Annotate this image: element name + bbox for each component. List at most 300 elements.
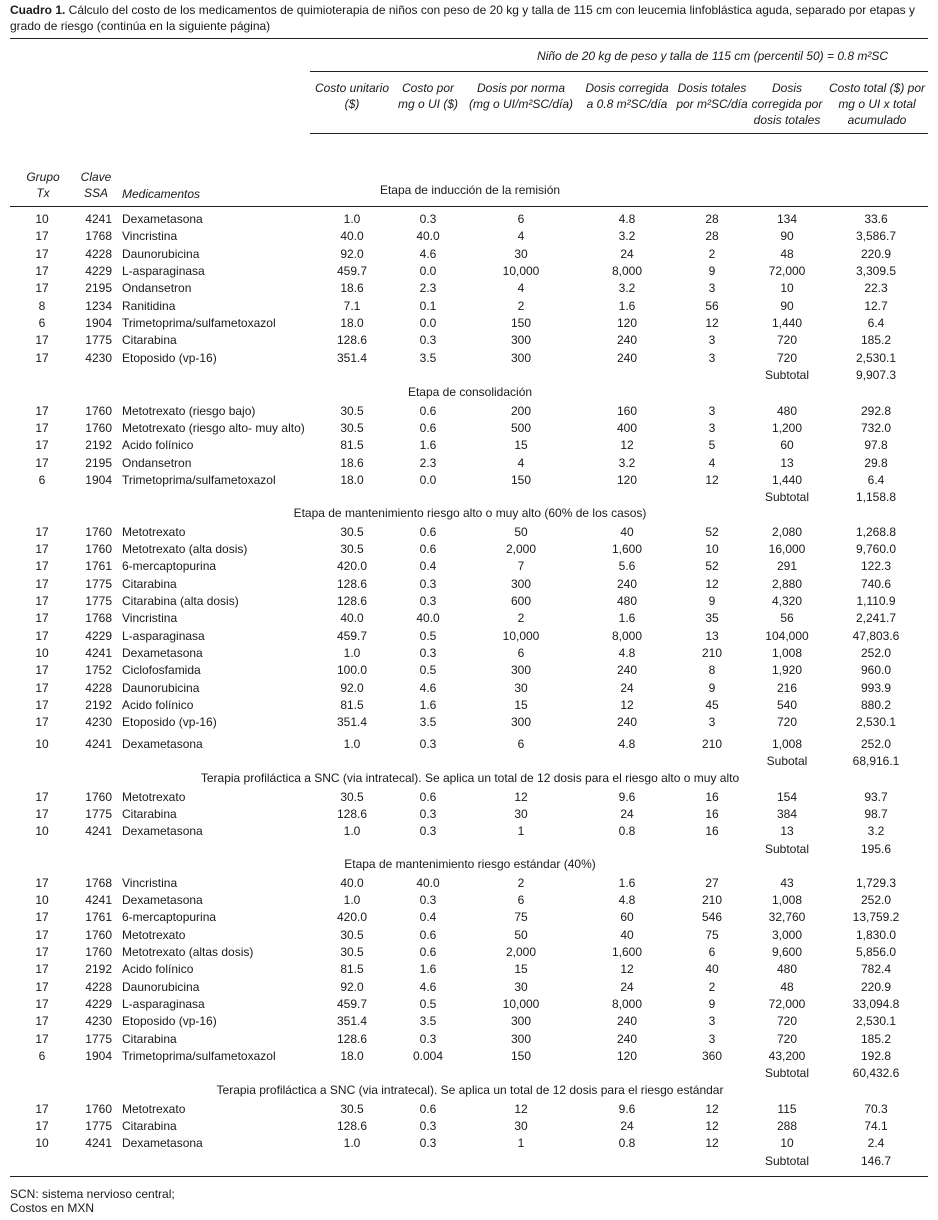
dosis-corr-total-cell: 480 [776, 962, 798, 977]
costo-total-cell: 47,803.6 [852, 628, 900, 643]
costo-mg-cell: 0.5 [419, 663, 437, 678]
medicamento-cell: Citarabina [122, 333, 177, 348]
costo-mg-cell: 0.3 [419, 576, 437, 591]
medicamento-cell: Citarabina (alta dosis) [122, 593, 239, 608]
grupo-cell: 17 [35, 420, 49, 435]
medicamento-cell: Dexametasona [122, 892, 203, 907]
dosis-corregida-cell: 40 [620, 524, 634, 539]
table-row [0, 1031, 938, 1048]
medicamento-cell: L-asparaginasa [122, 628, 205, 643]
header-line: Costo por [401, 81, 455, 95]
clave-cell: 2195 [85, 281, 112, 296]
dosis-norma-cell: 4 [517, 281, 525, 296]
subtotal-value: 146.7 [860, 1153, 892, 1168]
dosis-corr-total-cell: 1,920 [771, 663, 803, 678]
dosis-totales-cell: 12 [705, 1136, 719, 1151]
table-row [0, 1135, 938, 1152]
costo-unitario-cell: 351.4 [336, 715, 368, 730]
costo-unitario-cell: 1.0 [343, 824, 361, 839]
grupo-cell: 17 [35, 611, 49, 626]
clave-cell: 4229 [85, 996, 112, 1011]
section-title: Etapa de consolidación [407, 385, 533, 399]
dosis-corregida-cell: 4.8 [618, 736, 636, 751]
header-rule [310, 133, 928, 134]
header-line: Grupo [26, 170, 60, 184]
dosis-totales-cell: 56 [705, 298, 719, 313]
costo-mg-cell: 2.3 [419, 281, 437, 296]
dosis-corr-total-cell: 13 [780, 455, 794, 470]
costo-unitario-cell: 128.6 [336, 1118, 368, 1133]
dosis-norma-cell: 30 [514, 680, 528, 695]
table-row [0, 315, 938, 332]
costo-mg-cell: 0.3 [419, 736, 437, 751]
grupo-cell: 6 [38, 1049, 46, 1063]
dosis-corr-total-cell: 72,000 [768, 996, 806, 1011]
dosis-norma-cell: 1 [517, 824, 525, 839]
dosis-norma-cell: 10,000 [502, 996, 540, 1011]
medicamento-cell: Daunorubicina [122, 979, 200, 994]
grupo-cell: 17 [35, 1118, 49, 1133]
dosis-totales-cell: 45 [705, 698, 719, 712]
clave-cell: 4241 [85, 736, 112, 751]
footnote-currency: Costos en MXN [10, 1201, 95, 1215]
dosis-norma-cell: 300 [510, 715, 532, 730]
grupo-cell: 17 [35, 1014, 49, 1029]
clave-cell: 1760 [85, 420, 112, 435]
dosis-totales-cell: 3 [708, 1031, 716, 1046]
clave-cell: 4241 [85, 212, 112, 226]
header-line: mg o UI ($) [397, 97, 458, 111]
grupo-cell: 10 [35, 824, 49, 839]
dosis-corr-total-cell: 90 [780, 229, 794, 244]
dosis-corr-total-cell: 1,008 [771, 892, 803, 907]
subtotal-value: 195.6 [860, 841, 892, 856]
medicamento-cell: L-asparaginasa [122, 996, 205, 1011]
costo-unitario-cell: 18.6 [340, 455, 364, 470]
header-dosis-corr-total [748, 80, 826, 128]
dosis-totales-cell: 16 [705, 789, 719, 804]
table-row [0, 558, 938, 575]
table-row [0, 927, 938, 944]
dosis-norma-cell: 6 [517, 645, 525, 660]
costo-unitario-cell: 92.0 [340, 246, 364, 261]
dosis-totales-cell: 3 [708, 403, 716, 418]
dosis-norma-cell: 2,000 [505, 541, 537, 556]
dosis-corregida-cell: 4.8 [618, 212, 636, 226]
grupo-cell: 8 [38, 298, 46, 313]
header-line: por m²SC/día [676, 97, 748, 111]
table-row [0, 806, 938, 823]
dosis-corr-total-cell: 1,440 [771, 472, 803, 487]
dosis-norma-cell: 7 [517, 559, 525, 574]
medicamento-cell: Trimetoprima/sulfametoxazol [122, 1049, 276, 1063]
clave-cell: 1775 [85, 593, 112, 608]
dosis-totales-cell: 35 [705, 611, 719, 626]
costo-unitario-cell: 7.1 [343, 298, 361, 313]
medicamento-cell: Ondansetron [122, 281, 192, 296]
costo-total-cell: 9,760.0 [855, 541, 897, 556]
costo-unitario-cell: 81.5 [340, 438, 364, 453]
medicamento-cell: Metotrexato [122, 524, 186, 539]
costo-unitario-cell: 81.5 [340, 962, 364, 977]
footnote-scn: SCN: sistema nervioso central; [10, 1187, 175, 1201]
costo-total-cell: 6.4 [867, 316, 885, 331]
dosis-totales-cell: 3 [708, 333, 716, 348]
dosis-corregida-cell: 9.6 [618, 789, 636, 804]
clave-cell: 2192 [85, 962, 112, 977]
grupo-cell: 17 [35, 246, 49, 261]
dosis-corr-total-cell: 2,080 [771, 524, 803, 539]
table-row [0, 593, 938, 610]
clave-cell: 4241 [85, 1136, 112, 1151]
dosis-norma-cell: 2 [517, 875, 525, 890]
dosis-corregida-cell: 4.8 [618, 892, 636, 907]
dosis-corregida-cell: 120 [616, 472, 638, 487]
dosis-corr-total-cell: 154 [776, 789, 798, 804]
dosis-totales-cell: 9 [708, 996, 716, 1011]
costo-total-cell: 33.6 [864, 212, 888, 226]
header-line: dosis totales [753, 113, 821, 127]
costo-unitario-cell: 30.5 [340, 403, 364, 418]
table-row [0, 455, 938, 472]
header-line: Dosis por norma [476, 81, 566, 95]
costo-total-cell: 185.2 [860, 333, 892, 348]
table-row [0, 875, 938, 892]
costo-mg-cell: 40.0 [416, 875, 440, 890]
dosis-totales-cell: 210 [701, 736, 723, 751]
costo-mg-cell: 1.6 [419, 438, 437, 453]
dosis-corregida-cell: 240 [616, 333, 638, 348]
costo-mg-cell: 3.5 [419, 715, 437, 730]
header-dosis-norma [462, 80, 580, 112]
header-costo-unitario [310, 80, 394, 112]
costo-total-cell: 740.6 [860, 576, 892, 591]
dosis-corregida-cell: 0.8 [618, 824, 636, 839]
dosis-corr-total-cell: 72,000 [768, 264, 806, 279]
dosis-totales-cell: 12 [705, 576, 719, 591]
costo-unitario-cell: 459.7 [336, 996, 368, 1011]
dosis-corregida-cell: 60 [620, 910, 634, 925]
dosis-norma-cell: 150 [510, 316, 532, 331]
dosis-corregida-cell: 0.8 [618, 1136, 636, 1151]
clave-cell: 1775 [85, 1118, 112, 1133]
subtotal-label: Subotal [766, 754, 808, 769]
header-line: SSA [83, 186, 108, 200]
clave-cell: 4241 [85, 645, 112, 660]
header-grupo [22, 169, 64, 201]
medicamento-cell: Ranitidina [122, 298, 176, 313]
subtotal-row [0, 1065, 938, 1082]
dosis-corregida-cell: 5.6 [618, 559, 636, 574]
costo-mg-cell: 40.0 [416, 611, 440, 626]
costo-unitario-cell: 18.0 [340, 472, 364, 487]
medicamento-cell: Dexametasona [122, 645, 203, 660]
grupo-cell: 17 [35, 806, 49, 821]
dosis-corr-total-cell: 10 [780, 281, 794, 296]
dosis-norma-cell: 50 [514, 927, 528, 942]
dosis-corregida-cell: 8,000 [611, 264, 643, 279]
medicamento-cell: Metotrexato [122, 927, 186, 942]
costo-total-cell: 185.2 [860, 1031, 892, 1046]
costo-total-cell: 5,856.0 [855, 944, 897, 959]
table-row [0, 996, 938, 1013]
clave-cell: 1760 [85, 927, 112, 942]
costo-mg-cell: 0.3 [419, 1031, 437, 1046]
dosis-norma-cell: 30 [514, 806, 528, 821]
section-title: Etapa de inducción de la remisión [379, 183, 561, 197]
medicamento-cell: Metotrexato (alta dosis) [122, 541, 248, 556]
medicamento-cell: Ondansetron [122, 455, 192, 470]
grupo-cell: 17 [35, 264, 49, 279]
dosis-totales-cell: 8 [708, 663, 716, 678]
dosis-corregida-cell: 160 [616, 403, 638, 418]
dosis-corregida-cell: 12 [620, 698, 634, 712]
table-row [0, 1013, 938, 1030]
dosis-corregida-cell: 3.2 [618, 455, 636, 470]
table-row [0, 472, 938, 489]
caption-label: Cuadro 1. [10, 3, 66, 17]
dosis-corr-total-cell: 134 [776, 212, 798, 226]
grupo-cell: 17 [35, 541, 49, 556]
costo-mg-cell: 0.3 [419, 593, 437, 608]
costo-mg-cell: 0.6 [419, 789, 437, 804]
costo-unitario-cell: 128.6 [336, 806, 368, 821]
grupo-cell: 17 [35, 281, 49, 296]
clave-cell: 4230 [85, 350, 112, 365]
dosis-corr-total-cell: 56 [780, 611, 794, 626]
dosis-norma-cell: 200 [510, 403, 532, 418]
patient-subtitle: Niño de 20 kg de peso y talla de 115 cm (percentil 50) = 0.8 m²SC [537, 49, 888, 63]
dosis-corr-total-cell: 291 [776, 559, 798, 574]
dosis-corr-total-cell: 540 [776, 698, 798, 712]
dosis-totales-cell: 28 [705, 212, 719, 226]
grupo-cell: 17 [35, 333, 49, 348]
dosis-norma-cell: 300 [510, 333, 532, 348]
costo-mg-cell: 0.0 [419, 316, 437, 331]
dosis-corr-total-cell: 1,008 [771, 645, 803, 660]
section-title: Etapa de mantenimiento riesgo estándar (40%) [344, 857, 596, 871]
grupo-cell: 17 [35, 663, 49, 678]
header-medicamentos: Medicamentos [122, 187, 201, 201]
dosis-norma-cell: 30 [514, 1118, 528, 1133]
table-row [0, 228, 938, 245]
dosis-corr-total-cell: 48 [780, 246, 794, 261]
dosis-norma-cell: 30 [514, 979, 528, 994]
costo-total-cell: 3,309.5 [855, 264, 897, 279]
table-row [0, 628, 938, 645]
costo-unitario-cell: 30.5 [340, 927, 364, 942]
costo-mg-cell: 0.6 [419, 524, 437, 539]
medicamento-cell: Dexametasona [122, 212, 203, 226]
costo-total-cell: 2,241.7 [855, 611, 897, 626]
costo-unitario-cell: 420.0 [336, 559, 368, 574]
table-row [0, 246, 938, 263]
costo-mg-cell: 0.4 [419, 559, 437, 574]
costo-unitario-cell: 459.7 [336, 628, 368, 643]
clave-cell: 1760 [85, 1101, 112, 1116]
dosis-norma-cell: 30 [514, 246, 528, 261]
costo-total-cell: 70.3 [864, 1101, 888, 1116]
costo-unitario-cell: 30.5 [340, 524, 364, 539]
grupo-cell: 17 [35, 524, 49, 539]
costo-unitario-cell: 18.0 [340, 316, 364, 331]
header-line: corregida por [751, 97, 823, 111]
grupo-cell: 17 [35, 962, 49, 977]
costo-unitario-cell: 1.0 [343, 212, 361, 226]
costo-total-cell: 1,268.8 [855, 524, 897, 539]
clave-cell: 1752 [85, 663, 112, 678]
clave-cell: 1761 [85, 559, 112, 574]
grupo-cell: 17 [35, 350, 49, 365]
clave-cell: 1775 [85, 806, 112, 821]
dosis-corr-total-cell: 43,200 [768, 1049, 806, 1063]
body-rule [10, 206, 928, 207]
costo-total-cell: 29.8 [864, 455, 888, 470]
subtotal-value: 1,158.8 [855, 490, 897, 505]
medicamento-cell: Ciclofosfamida [122, 663, 201, 678]
table-row [0, 944, 938, 961]
clave-cell: 1760 [85, 403, 112, 418]
costo-mg-cell: 4.6 [419, 979, 437, 994]
dosis-totales-cell: 2 [708, 246, 716, 261]
dosis-norma-cell: 50 [514, 524, 528, 539]
costo-mg-cell: 0.3 [419, 645, 437, 660]
table-row [0, 714, 938, 731]
dosis-totales-cell: 3 [708, 715, 716, 730]
grupo-cell: 6 [38, 316, 46, 331]
clave-cell: 4229 [85, 264, 112, 279]
clave-cell: 1768 [85, 611, 112, 626]
clave-cell: 1760 [85, 541, 112, 556]
medicamento-cell: Trimetoprima/sulfametoxazol [122, 472, 276, 487]
grupo-cell: 17 [35, 789, 49, 804]
dosis-corregida-cell: 1.6 [618, 875, 636, 890]
costo-unitario-cell: 128.6 [336, 333, 368, 348]
dosis-corregida-cell: 8,000 [611, 996, 643, 1011]
dosis-totales-cell: 6 [708, 944, 716, 959]
dosis-norma-cell: 150 [510, 472, 532, 487]
dosis-norma-cell: 1 [517, 1136, 525, 1151]
dosis-totales-cell: 12 [705, 316, 719, 331]
table-row [0, 332, 938, 349]
medicamento-cell: 6-mercaptopurina [122, 910, 217, 925]
dosis-totales-cell: 27 [705, 875, 719, 890]
dosis-corregida-cell: 3.2 [618, 229, 636, 244]
grupo-cell: 10 [35, 1136, 49, 1151]
dosis-corr-total-cell: 3,000 [771, 927, 803, 942]
medicamento-cell: Metotrexato (riesgo bajo) [122, 403, 256, 418]
dosis-totales-cell: 12 [705, 1118, 719, 1133]
dosis-totales-cell: 360 [701, 1049, 723, 1063]
dosis-norma-cell: 12 [514, 1101, 528, 1116]
costo-unitario-cell: 420.0 [336, 910, 368, 925]
medicamento-cell: Metotrexato [122, 789, 186, 804]
costo-unitario-cell: 351.4 [336, 1014, 368, 1029]
dosis-totales-cell: 3 [708, 1014, 716, 1029]
dosis-totales-cell: 2 [708, 979, 716, 994]
subtitle-rule [310, 71, 928, 72]
dosis-corregida-cell: 120 [616, 316, 638, 331]
medicamento-cell: Vincristina [122, 229, 178, 244]
clave-cell: 4228 [85, 979, 112, 994]
header-costo-total [824, 80, 930, 128]
subtotal-label: Subtotal [764, 1066, 810, 1081]
medicamento-cell: Citarabina [122, 1118, 177, 1133]
grupo-cell: 17 [35, 996, 49, 1011]
dosis-corr-total-cell: 480 [776, 403, 798, 418]
costo-total-cell: 1,830.0 [855, 927, 897, 942]
dosis-totales-cell: 13 [705, 628, 719, 643]
costo-unitario-cell: 1.0 [343, 892, 361, 907]
dosis-corr-total-cell: 43 [780, 875, 794, 890]
dosis-totales-cell: 12 [705, 472, 719, 487]
dosis-corregida-cell: 1.6 [618, 298, 636, 313]
costo-unitario-cell: 81.5 [340, 698, 364, 712]
dosis-corr-total-cell: 1,008 [771, 736, 803, 751]
clave-cell: 1761 [85, 910, 112, 925]
costo-mg-cell: 0.5 [419, 996, 437, 1011]
dosis-corregida-cell: 1,600 [611, 541, 643, 556]
clave-cell: 1768 [85, 875, 112, 890]
header-line: (mg o UI/m²SC/día) [468, 97, 573, 111]
costo-unitario-cell: 40.0 [340, 875, 364, 890]
subtotal-label: Subtotal [764, 1153, 810, 1168]
medicamento-cell: Etoposido (vp-16) [122, 1014, 217, 1029]
grupo-cell: 17 [35, 628, 49, 643]
costo-mg-cell: 0.1 [419, 298, 437, 313]
medicamento-cell: L-asparaginasa [122, 264, 205, 279]
dosis-corr-total-cell: 288 [776, 1118, 798, 1133]
costo-mg-cell: 0.0 [419, 264, 437, 279]
clave-cell: 1234 [85, 298, 112, 313]
costo-mg-cell: 0.6 [419, 420, 437, 435]
grupo-cell: 10 [35, 892, 49, 907]
dosis-corregida-cell: 24 [620, 680, 634, 695]
dosis-norma-cell: 6 [517, 212, 525, 226]
dosis-corregida-cell: 480 [616, 593, 638, 608]
costo-mg-cell: 0.6 [419, 403, 437, 418]
costo-mg-cell: 0.4 [419, 910, 437, 925]
dosis-norma-cell: 15 [514, 438, 528, 453]
dosis-norma-cell: 10,000 [502, 264, 540, 279]
dosis-corregida-cell: 120 [616, 1049, 638, 1063]
dosis-corregida-cell: 12 [620, 962, 634, 977]
table-row [0, 211, 938, 228]
table-row [0, 403, 938, 420]
medicamento-cell: Trimetoprima/sulfametoxazol [122, 316, 276, 331]
subtotal-row [0, 841, 938, 858]
table-row [0, 909, 938, 926]
dosis-corr-total-cell: 16,000 [768, 541, 806, 556]
subtotal-row [0, 489, 938, 506]
dosis-corregida-cell: 24 [620, 1118, 634, 1133]
costo-total-cell: 1,110.9 [856, 593, 896, 608]
dosis-norma-cell: 300 [510, 350, 532, 365]
dosis-norma-cell: 10,000 [502, 628, 540, 643]
dosis-corr-total-cell: 90 [780, 298, 794, 313]
subtotal-value: 68,916.1 [852, 754, 900, 769]
medicamento-cell: Citarabina [122, 806, 177, 821]
grupo-cell: 17 [35, 576, 49, 591]
medicamento-cell: Daunorubicina [122, 680, 200, 695]
section-title: Terapia profiláctica a SNC (via intratecal). Se aplica un total de 12 dosis para el riesgo alto o muy alto [200, 771, 740, 785]
dosis-norma-cell: 75 [514, 910, 528, 925]
dosis-corregida-cell: 8,000 [611, 628, 643, 643]
costo-total-cell: 13,759.2 [852, 910, 900, 925]
medicamento-cell: Dexametasona [122, 736, 203, 751]
dosis-corregida-cell: 400 [616, 420, 638, 435]
costo-unitario-cell: 30.5 [340, 789, 364, 804]
